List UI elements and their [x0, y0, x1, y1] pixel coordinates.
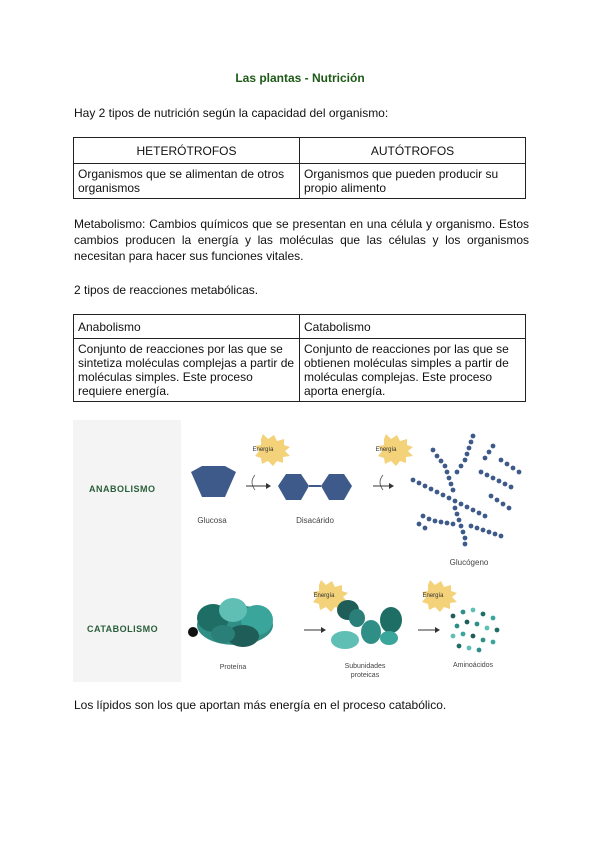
arrowhead-2: [389, 483, 394, 489]
nutrition-table: [73, 137, 526, 199]
intro-paragraph: Hay 2 tipos de nutrición según la capacidad del organismo:: [74, 106, 389, 120]
protein-label: Proteína: [219, 664, 247, 671]
protein-subunits: [331, 600, 402, 649]
anabolism-label: ANABOLISMO: [89, 484, 156, 494]
arrowhead-4: [435, 627, 440, 633]
glucose-label: Glucosa: [197, 516, 227, 525]
cell-heterotrofos: Organismos que se alimentan de otros organismos: [74, 164, 300, 199]
metabolism-figure: [73, 420, 530, 682]
disaccharide-hexagon-1: [278, 474, 309, 500]
reactions-table: [73, 314, 526, 402]
subunits-label: Subunidades: [344, 663, 386, 670]
energy-burst-2: [375, 434, 413, 466]
energy-burst-1: [252, 434, 290, 466]
header-anabolismo: Anabolismo: [74, 315, 300, 339]
catabolism-label: CATABOLISMO: [87, 624, 159, 634]
curved-arrow-1: [252, 475, 255, 490]
amino-acids-label: Aminoácidos: [452, 662, 494, 669]
disaccharide-hexagon-2: [321, 474, 352, 500]
energy-label-2: Energía: [375, 447, 397, 453]
header-autotrofos: AUTÓTROFOS: [300, 138, 526, 164]
page-title: Las plantas - Nutrición: [235, 71, 365, 85]
curved-arrow-2: [380, 475, 383, 490]
closing-paragraph: Los lípidos son los que aportan más energía en el proceso catabólico.: [74, 698, 447, 712]
arrowhead-1: [266, 483, 271, 489]
glycogen-molecule: [411, 434, 522, 547]
header-catabolismo: Catabolismo: [300, 315, 526, 339]
cell-catabolismo: Conjunto de reacciones por las que se obtienen moléculas simples a partir de moléculas complejas. Este proceso aporta energía.: [300, 339, 526, 402]
cell-anabolismo: Conjunto de reacciones por las que se sintetiza moléculas complejas a partir de moléculas simples. Este proceso requiere energía.: [74, 339, 300, 402]
amino-acids: [451, 608, 500, 653]
figure-label-panel: [73, 420, 181, 682]
reactions-intro: 2 tipos de reacciones metabólicas.: [74, 283, 259, 297]
energy-burst-4: [422, 580, 457, 612]
header-heterotrofos: HETERÓTROFOS: [74, 138, 300, 164]
metabolism-paragraph: Metabolismo: Cambios químicos que se presentan en una célula y organismo. Estos cambios producen la energía y las moléculas que las células y los organismos necesitan para hacer sus funciones vitales.: [74, 217, 529, 263]
energy-label-4: Energía: [422, 593, 444, 599]
glucose-hexagon: [191, 466, 236, 497]
protein-shape: [188, 598, 273, 647]
glycogen-label: Glucógeno: [449, 558, 489, 567]
cell-autotrofos: Organismos que pueden producir su propio alimento: [300, 164, 526, 199]
subunits-label-line2: proteicas: [350, 672, 380, 679]
energy-label-1: Energía: [252, 447, 274, 453]
arrowhead-3: [321, 627, 326, 633]
energy-label-3: Energía: [313, 593, 335, 599]
disaccharide-label: Disacárido: [296, 516, 334, 525]
